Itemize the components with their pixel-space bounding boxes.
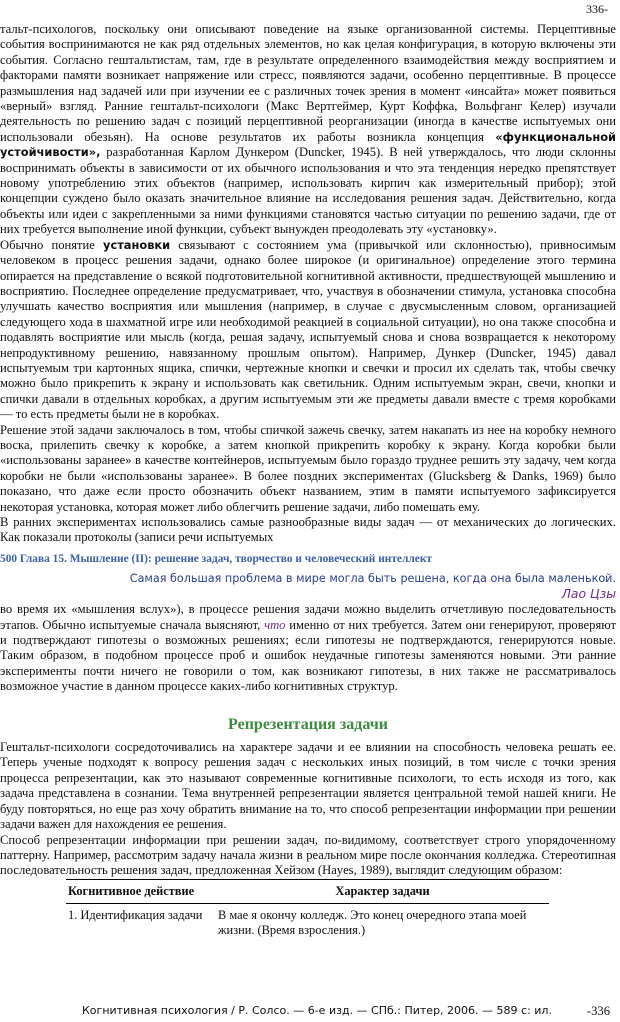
table-header-cognitive-action: Когнитивное действие [66,879,216,903]
term-functional-fixedness: «функциональной устойчивости», [0,129,616,160]
footer-page-number: -336 [586,1004,610,1018]
paragraph-representation: Гештальт-психологи сосредоточивались на характере задачи и ее влиянии на способность человека решать ее. Теперь ученые подходят к вопросу решения задач с нескольких иных позиций, в том числе с точки зрения процесса репрезентации, как это называют современные когнитивные психологи, то есть исходя из того, как задача представлена в сознании. Тема внутренней репрезентации является центральной темой нашей книги. Не буду повторяться, но еще раз хочу обратить внимание на то, что способ репрезентации информации при решении задачи важен для нахождения ее решения. [0,740,616,832]
paragraph-candle-solution: Решение этой задачи заключалось в том, чтобы спичкой зажечь свечку, затем накапать из нее на коробку немного воска, прилепить свечку к коробке, а затем кнопкой прикрепить коробку к экрану. Когда коробки были «использованы заранее» в качестве контейнеров, испытуемым было гораздо труднее решить эту задачу, чем когда коробки не были «использованы заранее». В более поздних экспериментах (Glucksberg & Danks, 1969) было показано, что даже если просто обозначить объект названием, этим в памяти испытуемого зафиксируется некоторая установка, которая может либо облегчить решение задачи, либо помешать ему. [0,422,616,514]
paragraph-think-aloud [0,602,616,694]
text-run: во время их «мышления вслух»), в процессе решения задачи можно выделить отчетливую последовательность этапов. Обычно испытуемые сначала выясняют, [0,602,616,632]
text-run: разработанная Карлом Дункером (Duncker, 1945). В ней утверждалось, что люди склонны воспринимать объекты в зависимости от их обычного использования и что эта тенденция нередко препятствует новому употреблению этих объектов (например, использовать кирпич как измерительный прибор); этой концепции суждено было оказать значительное влияние на исследования решения задач. Действительно, когда объекты или идеи с закрепленными за ними функциями становятся частью ситуации по решению задачи, где от них требуется выполнение иной функции, субъект вынужден преодолевать эту «установку». [0,145,616,237]
table-cell: В мае я окончу колледж. Это конец очередного этапа моей жизни. (Время взросления.) [218,907,527,937]
section-title: Репрезентация задачи [228,715,388,733]
paragraph-hayes: Способ репрезентации информации при решении задач, по-видимому, соответствует строго упорядоченному паттерну. Например, рассмотрим задачу начала жизни в реальном мире после окончания колледжа. Стереотипная последовательность решения задач, предложенная Хейзом (Hayes, 1989), выглядит следующим образом: [0,832,616,878]
text-run: Обычно понятие [0,237,104,252]
paragraph-gestalt [0,22,616,238]
footer-citation: Когнитивная психология / Р. Солсо. — 6-е изд. — СПб.: Питер, 2006. — 589 с: ил. [82,1004,552,1017]
table-cell: 1. Идентификация задачи [68,907,203,922]
page-number-top: 336- [586,2,608,16]
problem-solving-table [66,879,549,938]
table-header-problem-nature: Характер задачи [216,879,549,903]
page-content [0,22,616,938]
text-run: именно от них требуется. Затем они генерируют, проверяют и подтверждают гипотезы о возможных решениях; если гипотезы не подтверждаются, генерируются новые. Таким образом, в подобном процессе проб и ошибок неудачные гипотезы заменяются новыми. Эти ранние эксперименты почти ничего не говорили о том, как возникают гипотезы, в них также не рассматривалось возможное участие в данном процессе каких-либо когнитивных структур. [0,617,616,694]
table-row [66,903,549,938]
chapter-running-head: 500 Глава 15. Мышление (II): решение задач, творчество и человеческий интеллект [0,552,432,565]
epigraph-quote: Самая большая проблема в мире могла быть решена, когда она была маленькой. [129,572,616,586]
table-header-row [66,879,549,903]
text-run: связывают с состоянием ума (привычкой или склонностью), привносимым человеком в процесс решения задачи, однако более широкое (и оригинальное) определение этого термина опирается на представление о всякой подготовительной когнитивной активности, предшествующей мышлению и восприятию. Последнее определение предусматривает, что, участвуя в обозначении стимула, установка способна улучшать качество восприятия или мышления (например, в случае с двусмысленным словом, организацией следующего хода в шахматной игре или необходимой реакцией в социальной ситуации), но она также способна и подавлять восприятие или мысль (когда, решая задачу, испытуемый снова и снова возвращается к некоторому непродуктивному решению, навязанному прошлым опытом). Например, Дункер (Duncker, 1945) давал испытуемым три картонных ящика, спички, чертежные кнопки и свечки и просил их сделать так, чтобы свечку можно было прикрепить к экрану и использовать как светильник. Одним испытуемым экран, свечи, кнопки и спички давали в отдельных коробках, а другим испытуемым эти же предметы давали вместе с тремя коробками — то есть предметы были не в коробках. [0,237,616,422]
text-run: тальт-психологов, поскольку они описывают поведение на языке организованной системы. Перцептивные события воспринимаются не как ряд отдельных элементов, но как целая конфигурация, в которую включены эти события. Согласно гештальтистам, там, где в результате определенного взаимодействия между восприятием и факторами памяти возникает напряжение или стресс, появляются задачи, особенно перцептивные. В процессе размышления над задачей или при изучении ее с различных точек зрения в момент «инсайта» может появиться «верный» взгляд. Ранние гештальт-психологи (Макс Вертгеймер, Курт Коффка, Вольфганг Келер) изучали деятельность по решению задач с позиций перцептивной реорганизации (иногда в качестве испытуемых они использовали обезьян). На основе результатов их работы возникла концепция [0,22,616,144]
term-set: установки [103,237,171,252]
paragraph-set [0,238,616,423]
emphasis-what: что [264,617,286,632]
epigraph-author: Лао Цзы [561,586,616,602]
paragraph-early-experiments: В ранних экспериментах использовались самые разнообразные виды задач — от механических до логических. Как показали протоколы (записи речи испытуемых [0,515,616,545]
